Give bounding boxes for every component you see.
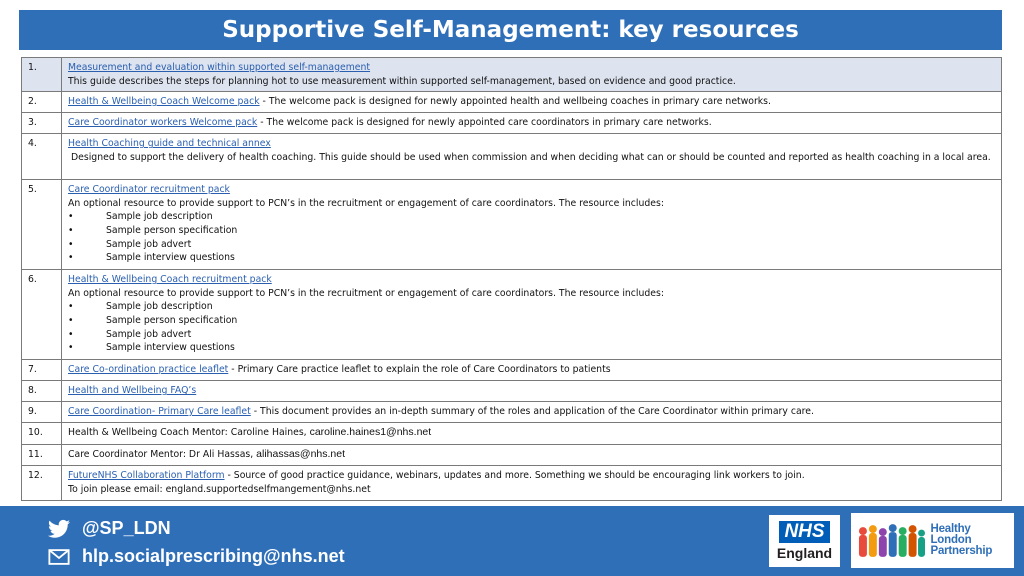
page-title-text: Supportive Self-Management: key resources bbox=[222, 17, 799, 43]
people-group-icon bbox=[855, 517, 928, 565]
resource-description: An optional resource to provide support to PCN’s in the recruitment or engagement of care coordinators. The resource includes: bbox=[68, 197, 664, 209]
row-number: 12. bbox=[22, 466, 62, 501]
row-number: 6. bbox=[22, 270, 62, 360]
table-row bbox=[22, 270, 1002, 360]
resource-description: This guide describes the steps for planning hot to use measurement within supported self-management, based on evidence and good practice. bbox=[68, 75, 736, 87]
resource-description: - This document provides an in-depth summary of the roles and application of the Care Coordinator within primary care. bbox=[250, 406, 814, 418]
row-number: 1. bbox=[22, 58, 62, 92]
resource-description: - The welcome pack is designed for newly appointed care coordinators in primary care networks. bbox=[257, 117, 712, 129]
row-content bbox=[62, 270, 1002, 360]
resource-description: Designed to support the delivery of health coaching. This guide should be used when commission and when deciding what can or should be counted and reported as health coaching in a local area. bbox=[71, 151, 991, 163]
list-item: • Sample job advert bbox=[68, 328, 192, 340]
row-number: 4. bbox=[22, 134, 62, 180]
row-content bbox=[62, 423, 1002, 445]
mentor-label: Care Coordinator Mentor: Dr Ali Hassas, bbox=[68, 449, 257, 461]
row-number: 8. bbox=[22, 381, 62, 402]
row-content bbox=[62, 180, 1002, 270]
row-number: 5. bbox=[22, 180, 62, 270]
row-content bbox=[62, 58, 1002, 92]
row-content bbox=[62, 360, 1002, 381]
nhs-logo-mark: NHS bbox=[779, 521, 829, 543]
list-item: • Sample person specification bbox=[68, 224, 238, 236]
resource-link[interactable]: Care Coordinator workers Welcome pack bbox=[68, 117, 258, 129]
list-item: • Sample job description bbox=[68, 211, 213, 223]
nhs-region-text: England bbox=[776, 545, 833, 561]
table-row bbox=[22, 113, 1002, 134]
resource-link[interactable]: Health and Wellbeing FAQ’s bbox=[68, 385, 197, 397]
resource-description: - The welcome pack is designed for newly appointed health and wellbeing coaches in primary care networks. bbox=[259, 96, 771, 108]
resource-link[interactable]: Health & Wellbeing Coach recruitment pack bbox=[68, 274, 272, 286]
list-item: • Sample job advert bbox=[68, 238, 192, 250]
join-instructions: To join please email: england.supportedselfmangement@nhs.net bbox=[68, 483, 371, 495]
mail-icon bbox=[48, 547, 70, 567]
row-number: 9. bbox=[22, 402, 62, 423]
table-row bbox=[22, 180, 1002, 270]
list-item: • Sample person specification bbox=[68, 314, 238, 326]
nhs-england-logo bbox=[769, 515, 840, 567]
hlp-name: Healthy London Partnership bbox=[930, 523, 993, 557]
row-number: 10. bbox=[22, 423, 62, 445]
table-row bbox=[22, 423, 1002, 445]
resource-link[interactable]: Care Co-ordination practice leaflet bbox=[68, 364, 229, 376]
mentor-email: caroline.haines1@nhs.net bbox=[309, 426, 432, 439]
resource-link[interactable]: Health Coaching guide and technical annex bbox=[68, 138, 271, 150]
row-content bbox=[62, 381, 1002, 402]
row-number: 3. bbox=[22, 113, 62, 134]
list-item: • Sample interview questions bbox=[68, 252, 235, 264]
row-content bbox=[62, 445, 1002, 466]
row-number: 2. bbox=[22, 92, 62, 113]
table-row bbox=[22, 58, 1002, 92]
row-content bbox=[62, 113, 1002, 134]
list-item: • Sample interview questions bbox=[68, 342, 235, 354]
table-row bbox=[22, 381, 1002, 402]
table-row bbox=[22, 466, 1002, 501]
mentor-label: Health & Wellbeing Coach Mentor: Caroline Haines, bbox=[68, 427, 310, 439]
twitter-handle-line bbox=[48, 518, 171, 539]
healthy-london-partnership-logo bbox=[851, 513, 1014, 568]
mentor-email: alihassas@nhs.net bbox=[256, 448, 346, 461]
resource-link[interactable]: Care Coordination- Primary Care leaflet bbox=[68, 406, 251, 418]
list-item: • Sample job description bbox=[68, 301, 213, 313]
table-row bbox=[22, 92, 1002, 113]
resource-link[interactable]: FutureNHS Collaboration Platform bbox=[68, 470, 225, 482]
row-content bbox=[62, 134, 1002, 180]
contact-email[interactable]: hlp.socialprescribing@nhs.net bbox=[82, 546, 345, 566]
email-line bbox=[48, 546, 345, 567]
resource-link[interactable]: Measurement and evaluation within supported self-management bbox=[68, 62, 371, 73]
table-row bbox=[22, 402, 1002, 423]
row-number: 7. bbox=[22, 360, 62, 381]
resources-table bbox=[21, 57, 1002, 501]
row-content bbox=[62, 402, 1002, 423]
twitter-handle[interactable]: @SP_LDN bbox=[82, 518, 171, 538]
table-row bbox=[22, 134, 1002, 180]
resource-link[interactable]: Care Coordinator recruitment pack bbox=[68, 184, 230, 196]
table-row bbox=[22, 360, 1002, 381]
page-title bbox=[19, 10, 1002, 50]
resource-description: - Source of good practice guidance, webinars, updates and more. Something we should be encouraging link workers to join. bbox=[224, 470, 805, 482]
resource-description: - Primary Care practice leaflet to explain the role of Care Coordinators to patients bbox=[228, 364, 611, 376]
row-content bbox=[62, 92, 1002, 113]
row-content bbox=[62, 466, 1002, 501]
resource-link[interactable]: Health & Wellbeing Coach Welcome pack bbox=[68, 96, 260, 108]
resource-description: An optional resource to provide support to PCN’s in the recruitment or engagement of care coordinators. The resource includes: bbox=[68, 287, 664, 299]
table-row bbox=[22, 445, 1002, 466]
row-number: 11. bbox=[22, 445, 62, 466]
twitter-icon bbox=[48, 519, 70, 539]
